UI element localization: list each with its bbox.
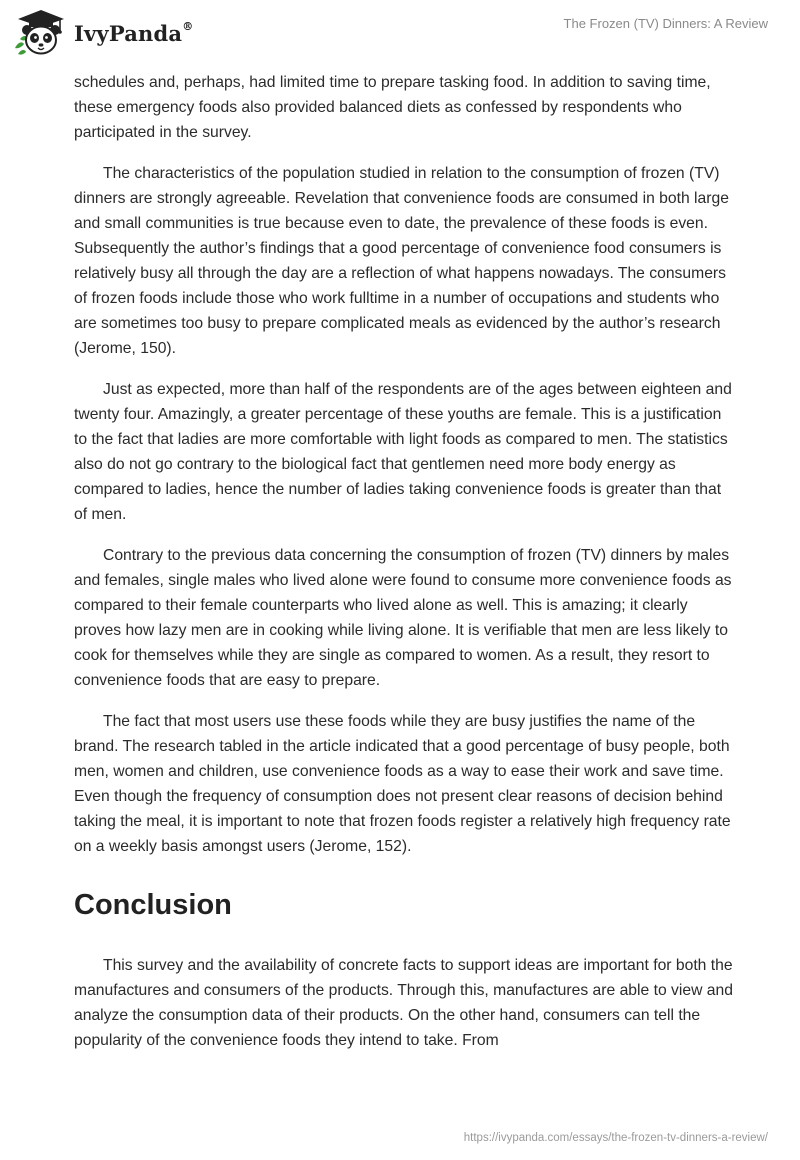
panda-graduate-icon <box>12 8 70 58</box>
document-title: The Frozen (TV) Dinners: A Review <box>563 16 768 31</box>
conclusion-heading: Conclusion <box>74 889 232 921</box>
paragraph-respondent-ages: Just as expected, more than half of the respondents are of the ages between eighteen and twenty four. Amazingly, a greater percentage of these youths are female. This is a justification to the fact that ladies are more comfortable with light foods as compared to men. The statistics also do not go contrary to the biological fact that gentlemen need more body energy as compared to ladies, hence the number of ladies taking convenience foods is greater than that of men. <box>74 381 732 523</box>
paragraph-single-males: Contrary to the previous data concerning the consumption of frozen (TV) dinners by males and females, single males who lived alone were found to consume more convenience foods as compared to their female counterparts who lived alone as well. This is amazing; it clearly proves how lazy men are in cooking while living alone. It is verifiable that men are less likely to cook for themselves while they are single as compared to women. As a result, they resort to convenience foods that are easy to prepare. <box>74 547 732 689</box>
page-header <box>0 0 800 66</box>
paragraph-continuation: schedules and, perhaps, had limited time to prepare tasking food. In addition to saving time, these emergency foods also provided balanced diets as confessed by respondents who participated in the survey. <box>74 74 711 141</box>
paragraph-conclusion: This survey and the availability of concrete facts to support ideas are important for both the manufactures and consumers of the products. Through this, manufactures are able to view and analyze the consumption data of their products. On the other hand, consumers can tell the popularity of the convenience foods they intend to take. From <box>74 957 733 1049</box>
source-url[interactable]: https://ivypanda.com/essays/the-frozen-tv-dinners-a-review/ <box>463 1132 768 1144</box>
logo-text: IvyPanda® <box>74 19 194 46</box>
paragraph-population-characteristics: The characteristics of the population studied in relation to the consumption of frozen (TV) dinners are strongly agreeable. Revelation that convenience foods are consumed in both large and small communities is true because even to date, the prevalence of these foods is even. Subsequently the author’s findings that a good percentage of convenience food consumers is relatively busy all through the day are a reflection of what happens nowadays. The consumers of frozen foods include those who work fulltime in a number of occupations and students who are sometimes too busy to prepare complicated meals as evidenced by the author’s research (Jerome, 150). <box>74 165 729 357</box>
essay-body <box>74 70 734 1069</box>
paragraph-busy-users: The fact that most users use these foods while they are busy justifies the name of the brand. The research tabled in the article indicated that a good percentage of busy people, both men, women and children, use convenience foods as a way to ease their work and save time. Even though the frequency of consumption does not present clear reasons of decision behind taking the meal, it is important to note that frozen foods register a relatively high frequency rate on a weekly basis amongst users (Jerome, 152). <box>74 713 731 855</box>
ivypanda-logo[interactable] <box>12 8 193 58</box>
